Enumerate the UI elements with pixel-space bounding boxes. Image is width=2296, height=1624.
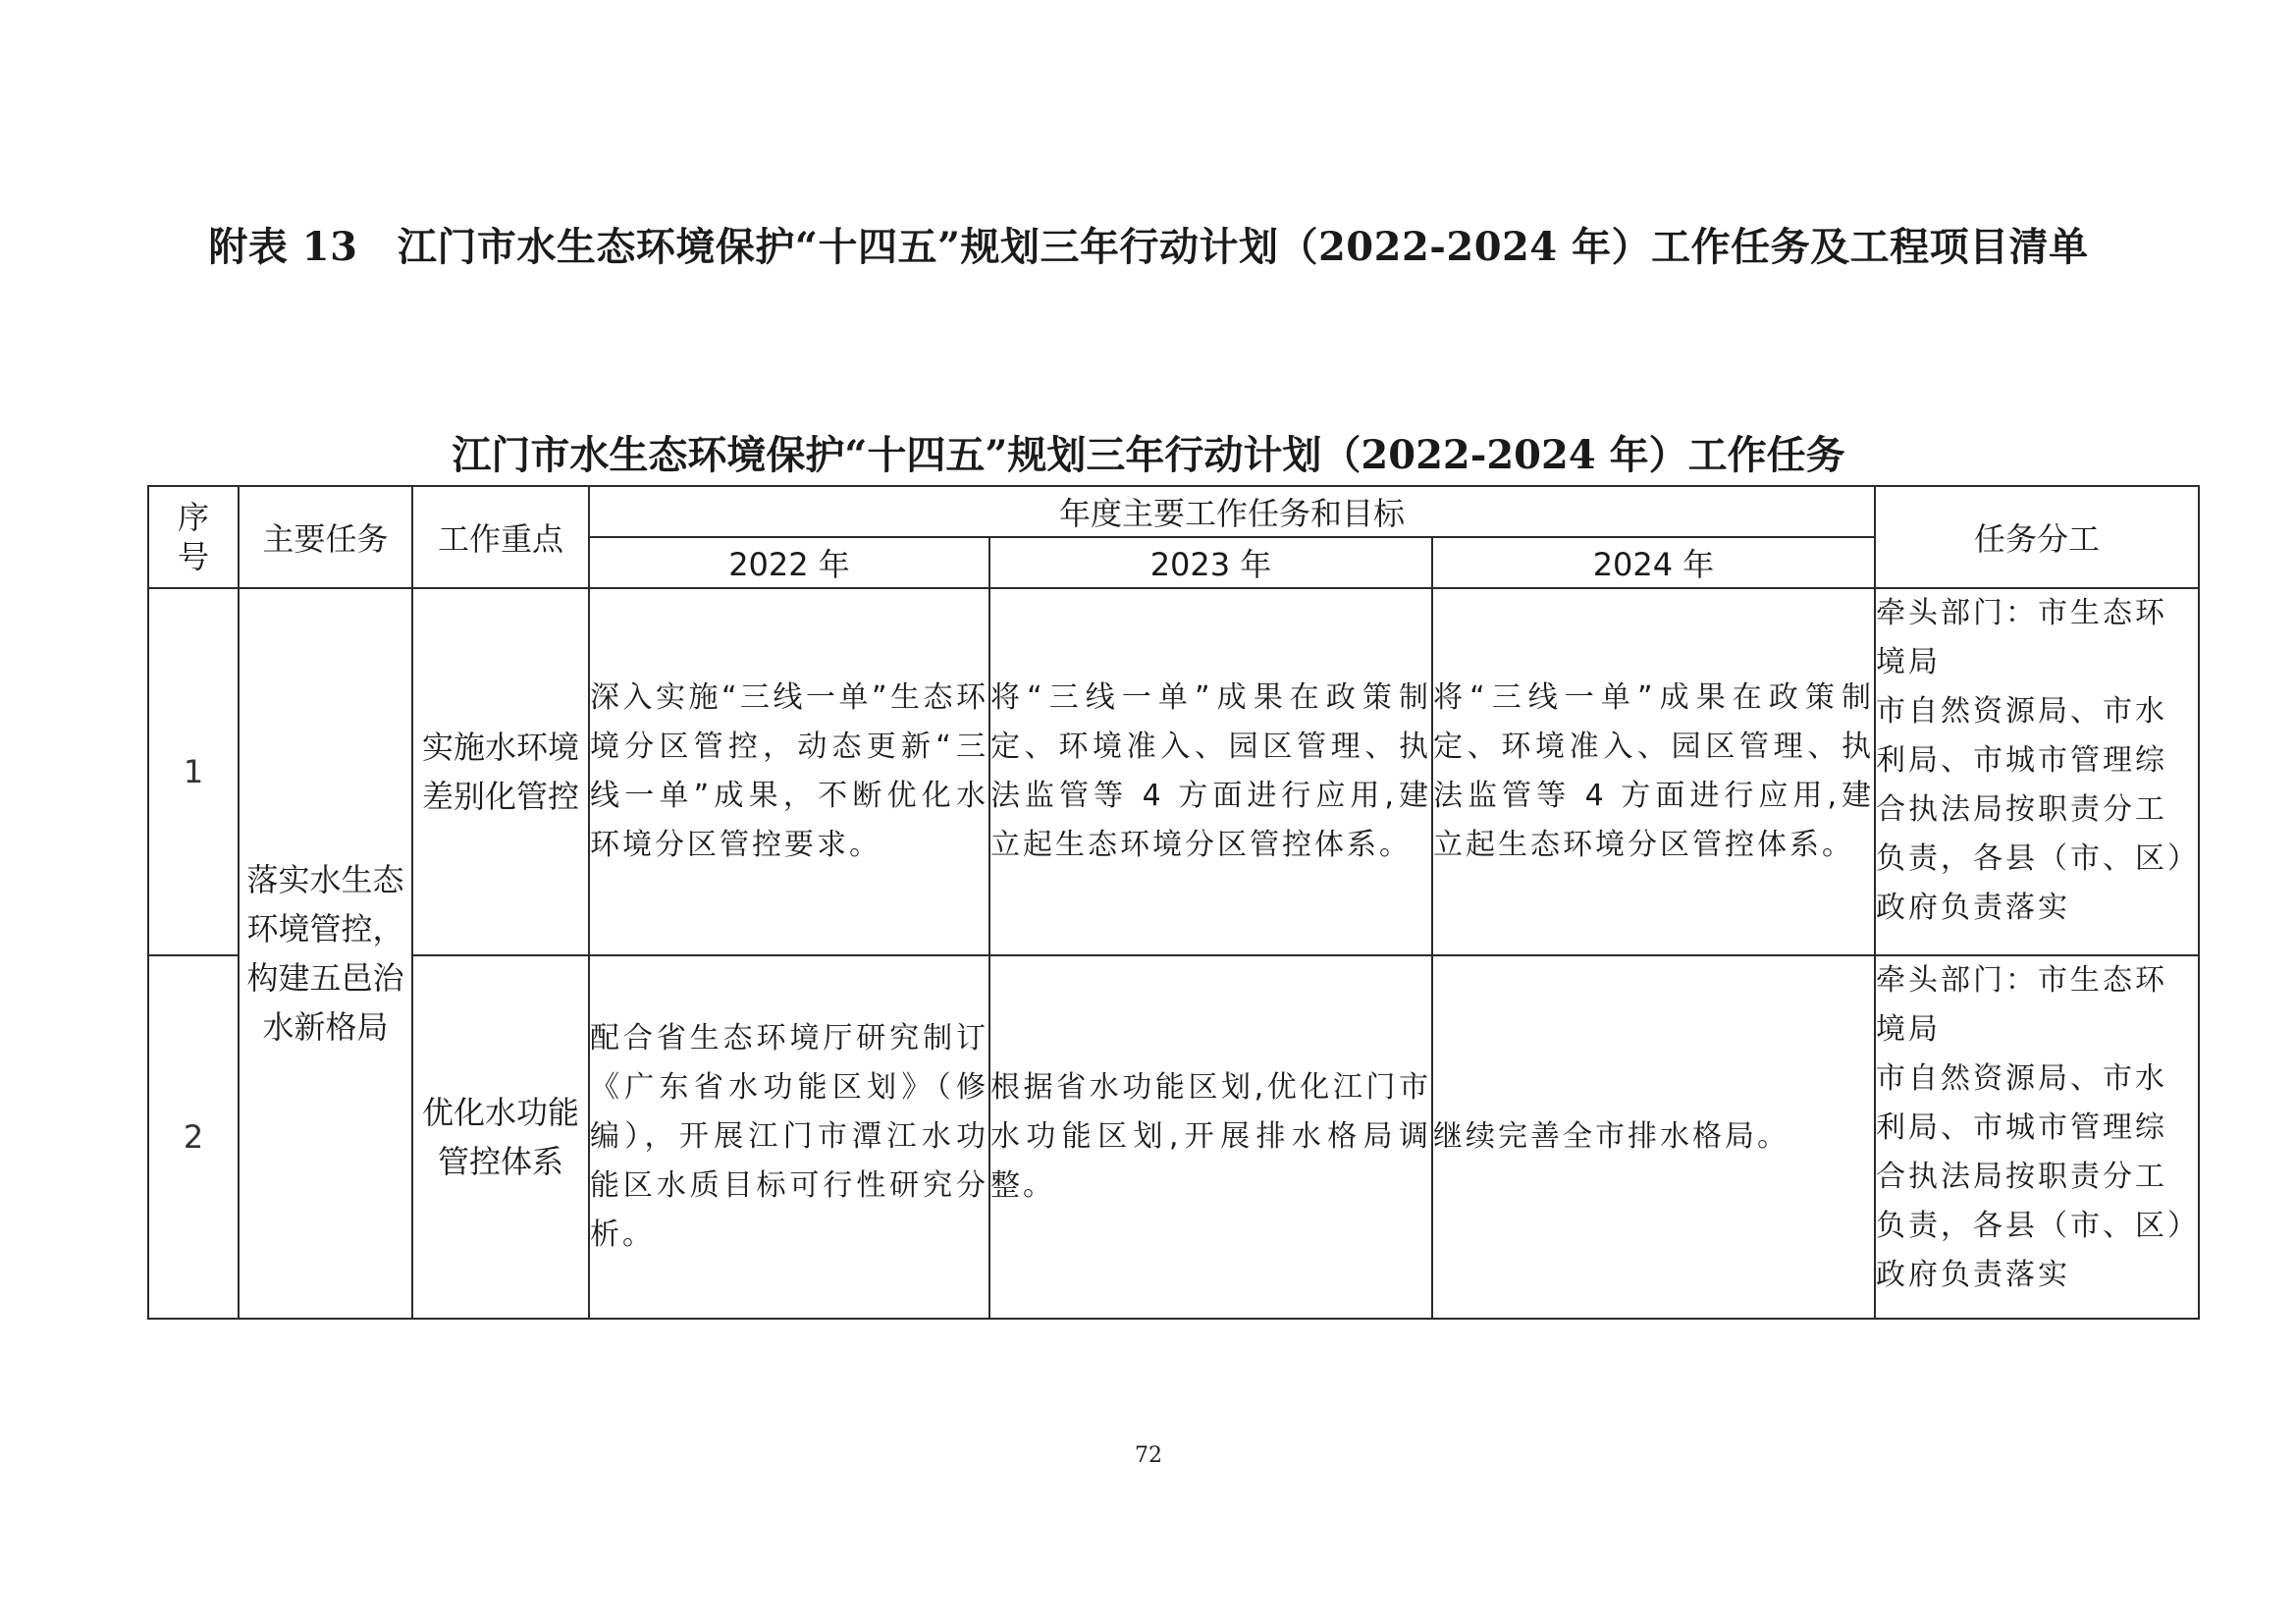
division-cell	[1875, 955, 2199, 1319]
division-detail: 市自然资源局、市水利局、市城市管理综合执法局按职责分工负责，各县（市、区）政府负责落实	[1876, 694, 2186, 925]
header-annual-goals: 年度主要工作任务和目标	[589, 486, 1875, 537]
focus-cell: 优化水功能管控体系	[412, 955, 589, 1319]
year-2022-cell: 深入实施“三线一单”生态环境分区管控，动态更新“三线一单”成果，不断优化水环境分区管控要求。	[589, 588, 989, 955]
page-number: 72	[1135, 1443, 1162, 1468]
row-seq: 1	[148, 588, 239, 955]
year-2023-cell: 根据省水功能区划,优化江门市水功能区划,开展排水格局调整。	[989, 955, 1432, 1319]
main-title: 附表 13 江门市水生态环境保护“十四五”规划三年行动计划（2022-2024 年）工作任务及工程项目清单	[208, 224, 2089, 270]
table-row	[148, 588, 2199, 955]
header-year-2023: 2023 年	[989, 537, 1432, 588]
year-2024-cell: 继续完善全市排水格局。	[1432, 955, 1875, 1319]
table-row	[148, 955, 2199, 1319]
focus-cell: 实施水环境差别化管控	[412, 588, 589, 955]
header-division: 任务分工	[1875, 486, 2199, 588]
row-seq: 2	[148, 955, 239, 1319]
year-2022-cell: 配合省生态环境厅研究制订《广东省水功能区划》（修编），开展江门市潭江水功能区水质目标可行性研究分析。	[589, 955, 989, 1319]
table-title: 江门市水生态环境保护“十四五”规划三年行动计划（2022-2024 年）工作任务	[452, 432, 1845, 478]
division-cell	[1875, 588, 2199, 955]
main-task-cell: 落实水生态环境管控，构建五邑治水新格局	[239, 588, 412, 1319]
division-lead: 牵头部门：市生态环境局	[1876, 963, 2168, 1047]
work-task-table	[147, 485, 2200, 1320]
header-seq: 序号	[148, 486, 239, 588]
division-lead: 牵头部门：市生态环境局	[1876, 596, 2168, 679]
header-focus: 工作重点	[412, 486, 589, 588]
header-year-2024: 2024 年	[1432, 537, 1875, 588]
header-year-2022: 2022 年	[589, 537, 989, 588]
division-detail: 市自然资源局、市水利局、市城市管理综合执法局按职责分工负责，各县（市、区）政府负责落实	[1876, 1061, 2186, 1292]
header-main-task: 主要任务	[239, 486, 412, 588]
year-2023-cell: 将“三线一单”成果在政策制定、环境准入、园区管理、执法监管等 4 方面进行应用,建立起生态环境分区管控体系。	[989, 588, 1432, 955]
year-2024-cell: 将“三线一单”成果在政策制定、环境准入、园区管理、执法监管等 4 方面进行应用,建立起生态环境分区管控体系。	[1432, 588, 1875, 955]
